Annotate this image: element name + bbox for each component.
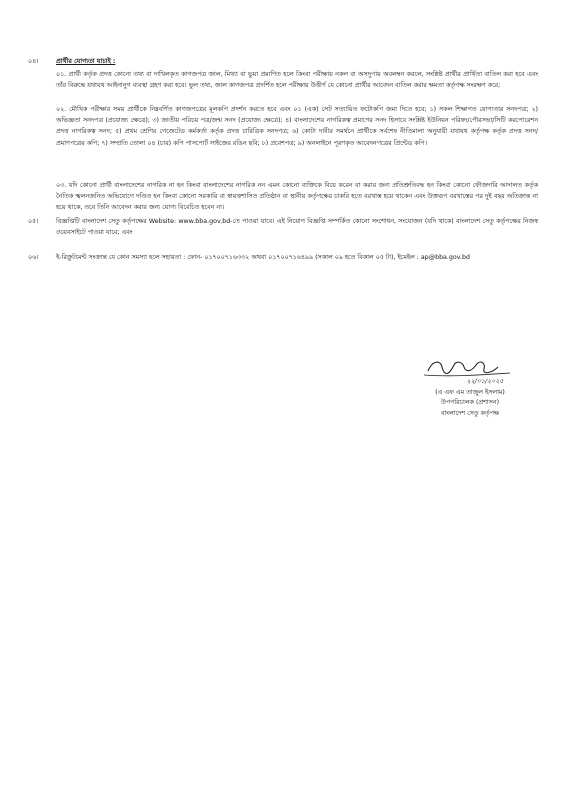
section-number: ০৬।	[28, 254, 39, 261]
paragraph-1: ০১. প্রার্থী কর্তৃক প্রদত্ত কোনো তথ্য বা দাখিলকৃত কাগজপত্র জাল, মিথ্যা বা ভুয়া প্রমাণিত হলে কিংবা পরীক্ষায় নকল বা অসদুপায় অবলম্বন করলে, সংশ্লিষ্ট প্রার্থীর প্রার্থিতা বাতিল করা হবে এবং তাঁর বিরুদ্ধে যথাযথ আইনানুগ ব্যবস্থা গ্রহণ করা হবে। ভুল তথ্য, জাল কাগজপত্র প্রদর্শিত হলে পরীক্ষায় উত্তীর্ণ যে কোনো প্রার্থীর আবেদন বাতিল করার ক্ষমতা কর্তৃপক্ষ সংরক্ষণ করে;	[56, 71, 538, 90]
section-text: ই-রিক্রুটমেন্ট সংক্রান্ত যে কোন সমস্যা হলে সহায়তা : ফোন- ০১৭০০৭১৬৩৩২ অথবা ০১৭০০৭১৬৪৯৯ (সকাল ০৯ হতে বিকাল ০৫ টা), ইমেইল : ap@bba.gov.bd	[56, 254, 471, 261]
signatory-name: (এ এফ এম তাজুল ইসলাম)	[435, 388, 505, 396]
paragraph-2: ০২. মৌখিক পরীক্ষার সময় প্রার্থীকে নিম্নবর্ণিত কাগজপত্রের মূলকপি প্রদর্শন করতে হবে এবং ০১ (এক) সেট সত্যায়িত ফটোকপি জমা দিতে হবে; ১) সকল শিক্ষাগত যোগ্যতার সনদপত্র; ২) অভিজ্ঞতা সনদপত্র (প্রযোজ্য ক্ষেত্রে); ৩) জাতীয় পরিচয় পত্র/জন্ম সনদ (প্রযোজ্য ক্ষেত্রে); ৪) বাংলাদেশের নাগরিকত্ব প্রমাণের সনদ হিসাবে সংশ্লিষ্ট ইউনিয়ন পরিষদ/পৌরসভা/সিটি করপোরেশন প্রদত্ত নাগরিকত্ব সনদ; ৫) প্রথম শ্রেণির গেজেটেড কর্মকর্তা কর্তৃক প্রদত্ত চারিত্রিক সনদপত্র; ৬) কোটা দাবীর সমর্থনে প্রার্থীকে সর্বশেষ নীতিমালা অনুযায়ী যথাযথ কর্তৃপক্ষ কর্তৃক প্রদত্ত সনদ/প্রমাণপত্রের কপি; ৭) সম্প্রতি তোলা ০৪ (চার) কপি পাসপোর্ট সাইজের রঙিন ছবি; ৮) প্রবেশপত্র; ৯) অনলাইনে পূরণকৃত আবেদনপত্রের প্রিন্টেড কপি।	[56, 106, 538, 147]
section-number: ০৫।	[28, 218, 39, 225]
signatory-designation: উপপরিচালক (প্রশাসন)	[440, 399, 500, 406]
section-title: প্রার্থীর যোগ্যতা যাচাই :	[56, 58, 116, 65]
section-website	[28, 216, 538, 244]
signature-block	[400, 355, 540, 419]
signature-date: ২২/০১/২০২৫	[466, 378, 504, 385]
section-helpline	[28, 252, 538, 266]
signatory-organization: বাংলাদেশ সেতু কর্তৃপক্ষ	[440, 409, 500, 417]
section-number: ০৪।	[28, 58, 39, 65]
section-text: বিজ্ঞপ্তিটি বাংলাদেশ সেতু কর্তৃপক্ষের Website: www.bba.gov.bd-তে পাওয়া যাবে। এই নিয়োগ বিজ্ঞপ্তি সম্পর্কিত কোনো সংশোধন, সংযোজন (যদি থাকে) বাংলাদেশ সেতু কর্তৃপক্ষের নিজস্ব ওয়েবসাইটে পাওয়া যাবে; এবং	[56, 218, 538, 237]
paragraph-3: ০৩. যদি কোনো প্রার্থী বাংলাদেশের নাগরিক না হন কিংবা বাংলাদেশের নাগরিক নন এমন কোনো ব্যক্তিকে বিয়ে করেন বা করার জন্য প্রতিশ্রুতিবদ্ধ হন কিংবা কোনো ফৌজদারি আদালত কর্তৃক নৈতিক স্খলনজনিত অভিযোগে দণ্ডিত হন কিংবা কোনো সরকারি বা স্বায়ত্তশাসিত প্রতিষ্ঠান বা স্থানীয় কর্তৃপক্ষের চাকরি হতে বরখাস্ত হয়ে থাকেন এবং উক্তরূপ বরখাস্তের পর দুই বছর অতিক্রান্ত না হয়ে থাকে, তবে তিনি আবেদন করার জন্য যোগ্য বিবেচিত হবেন না।	[56, 182, 538, 212]
